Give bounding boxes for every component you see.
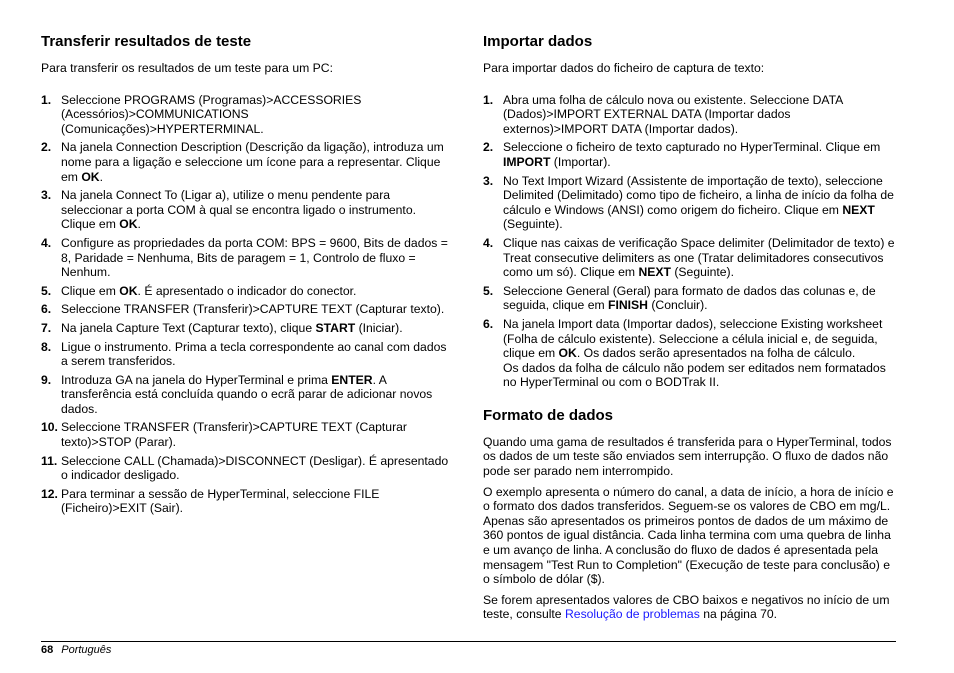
step-text: Para terminar a sessão de HyperTerminal, seleccione FILE (Ficheiro)>EXIT (Sair).: [61, 486, 380, 516]
step-text: (Iniciar).: [355, 320, 403, 335]
step-number: 4.: [483, 235, 494, 250]
step-item: [41, 93, 453, 137]
step-number: 2.: [41, 140, 52, 155]
step-text: Ligue o instrumento. Prima a tecla correspondente ao canal com dados a serem transferidos.: [61, 339, 447, 369]
step-item: [483, 140, 895, 169]
step-item: [483, 236, 895, 280]
step-number: 7.: [41, 320, 52, 335]
step-text: Clique nas caixas de verificação Space delimiter (Delimitador de texto) e Treat consecutive delimiters as one (Tratar delimitadores consecutivos como um só). Clique em: [503, 235, 895, 280]
step-text: Na janela Connect To (Ligar a), utilize o menu pendente para seleccionar a porta COM à qual se encontra ligado o instrumento. Clique em: [61, 188, 416, 232]
data-format-paragraph-2: O exemplo apresenta o número do canal, a data de início, a hora de início e o formato dos dados transferidos. Seguem-se os valores de CBO em mg/L. Apenas são apresentados os primeiros pontos de dados de um máximo de 360 pontos de igual distância. Cada linha termina com uma quebra de linha e um avanço de linha. A conclusão do fluxo de dados é apresentada pela mensagem "Test Run to Completion" (Execução de teste para conclusão) e o símbolo de dólar ($).: [483, 484, 894, 587]
step-text: Configure as propriedades da porta COM: BPS = 9600, Bits de dados = 8, Paridade = Nenhuma, Bits de paragem = 1, Controlo de fluxo = Nenhum.: [61, 235, 448, 280]
step-keyword: OK: [119, 217, 138, 232]
left-column: [41, 32, 453, 520]
page-footer: [41, 644, 111, 657]
step-keyword: ENTER: [331, 372, 373, 387]
data-format-paragraph-1: Quando uma gama de resultados é transferida para o HyperTerminal, todos os dados de um teste são enviados sem interrupção. O fluxo de dados não pode ser parado nem interrompido.: [483, 434, 892, 479]
step-keyword: NEXT: [842, 202, 875, 217]
step-text: Clique em: [61, 283, 120, 298]
step-text: (Seguinte).: [503, 217, 563, 232]
step-item: [41, 284, 453, 299]
step-text: Seleccione General (Geral) para formato de dados das colunas e, de seguida, clique em: [503, 283, 876, 313]
step-item: [483, 174, 895, 232]
step-number: 12.: [41, 486, 58, 501]
step-item: [41, 454, 453, 483]
step-item: [483, 317, 895, 390]
step-number: 9.: [41, 372, 52, 387]
step-number: 1.: [41, 92, 52, 107]
step-text: Introduza GA na janela do HyperTerminal e prima: [61, 372, 332, 387]
step-keyword: OK: [558, 346, 577, 361]
step-item: [41, 188, 453, 232]
step-text: Seleccione PROGRAMS (Programas)>ACCESSORIES (Acessórios)>COMMUNICATIONS (Comunicações)>HYPERTERMINAL.: [61, 92, 362, 136]
page-number: 68: [41, 644, 54, 656]
step-text: Seleccione CALL (Chamada)>DISCONNECT (Desligar). É apresentado o indicador desligado.: [61, 453, 449, 483]
step-number: 3.: [483, 173, 494, 188]
step-keyword: NEXT: [638, 265, 671, 280]
step-number: 4.: [41, 235, 52, 250]
step-keyword: OK: [81, 169, 100, 184]
step-text: . A transferência está concluída quando o ecrã parar de adicionar novos dados.: [61, 372, 433, 416]
step-note: Os dados da folha de cálculo não podem ser editados nem formatados no HyperTerminal ou com o BODTrak II.: [503, 360, 886, 390]
step-text: Seleccione TRANSFER (Transferir)>CAPTURE TEXT (Capturar texto).: [61, 302, 445, 317]
step-item: [41, 140, 453, 184]
import-intro: Para importar dados do ficheiro de captura de texto:: [483, 61, 765, 75]
transfer-intro: Para transferir os resultados de um teste para um PC:: [41, 61, 333, 75]
step-text: .: [99, 169, 103, 184]
step-text: (Importar).: [550, 154, 611, 169]
data-format-heading: Formato de dados: [483, 406, 614, 424]
step-item: [41, 302, 453, 317]
paragraph-3-text: Se forem apresentados valores de CBO baixos e negativos no início de um teste, consulte: [483, 592, 890, 622]
footer-divider: [41, 641, 896, 642]
step-text: No Text Import Wizard (Assistente de importação de texto), seleccione Delimited (Delimitado) como tipo de ficheiro, a linha de início da folha de cálculo e Windows (ANSI) como origem do ficheiro. Clique em: [503, 173, 894, 217]
step-text: Seleccione o ficheiro de texto capturado no HyperTerminal. Clique em: [503, 140, 881, 155]
import-steps-list: [483, 93, 895, 390]
step-item: [41, 236, 453, 280]
step-text: Na janela Import data (Importar dados), seleccione Existing worksheet (Folha de cálculo existente). Seleccione a célula inicial e, de seguida, clique em: [503, 316, 883, 361]
step-keyword: IMPORT: [503, 154, 551, 169]
step-item: [41, 487, 453, 516]
step-number: 2.: [483, 140, 494, 155]
paragraph-3-suffix: na página 70.: [699, 607, 778, 622]
step-number: 10.: [41, 420, 58, 435]
transfer-results-heading: Transferir resultados de teste: [41, 33, 252, 50]
transfer-steps-list: [41, 93, 453, 516]
step-item: [41, 373, 453, 417]
step-text: Seleccione TRANSFER (Transferir)>CAPTURE TEXT (Capturar texto)>STOP (Parar).: [61, 420, 407, 450]
step-number: 5.: [41, 283, 52, 298]
step-text: (Seguinte).: [670, 265, 734, 280]
step-number: 3.: [41, 188, 52, 203]
troubleshooting-link[interactable]: Resolução de problemas: [564, 607, 700, 622]
footer-language: Português: [61, 644, 112, 656]
step-item: [41, 340, 453, 369]
step-number: 8.: [41, 339, 52, 354]
step-keyword: FINISH: [608, 298, 648, 313]
import-data-heading: Importar dados: [483, 33, 593, 50]
step-item: [483, 93, 895, 137]
step-number: 6.: [41, 302, 52, 317]
step-text: (Concluir).: [647, 298, 708, 313]
step-number: 11.: [41, 453, 58, 468]
step-item: [41, 420, 453, 449]
step-number: 5.: [483, 283, 494, 298]
step-text: . É apresentado o indicador do conector.: [137, 283, 357, 298]
step-number: 1.: [483, 92, 494, 107]
step-text: .: [137, 217, 141, 232]
step-item: [483, 284, 895, 313]
step-keyword: OK: [119, 283, 138, 298]
step-text: . Os dados serão apresentados na folha de cálculo.: [576, 346, 856, 361]
step-item: [41, 321, 453, 336]
step-text: Abra uma folha de cálculo nova ou existente. Seleccione DATA (Dados)>IMPORT EXTERNAL DATA (Importar dados externos)>IMPORT DATA (Importar dados).: [503, 92, 843, 136]
data-format-paragraph-3: [483, 593, 895, 622]
step-text: Na janela Capture Text (Capturar texto), clique: [61, 320, 316, 335]
step-keyword: START: [315, 320, 356, 335]
right-column: [483, 32, 895, 628]
step-text: Na janela Connection Description (Descrição da ligação), introduza um nome para a ligação e seleccione um ícone para a representar. Clique em: [61, 140, 444, 184]
step-number: 6.: [483, 316, 494, 331]
